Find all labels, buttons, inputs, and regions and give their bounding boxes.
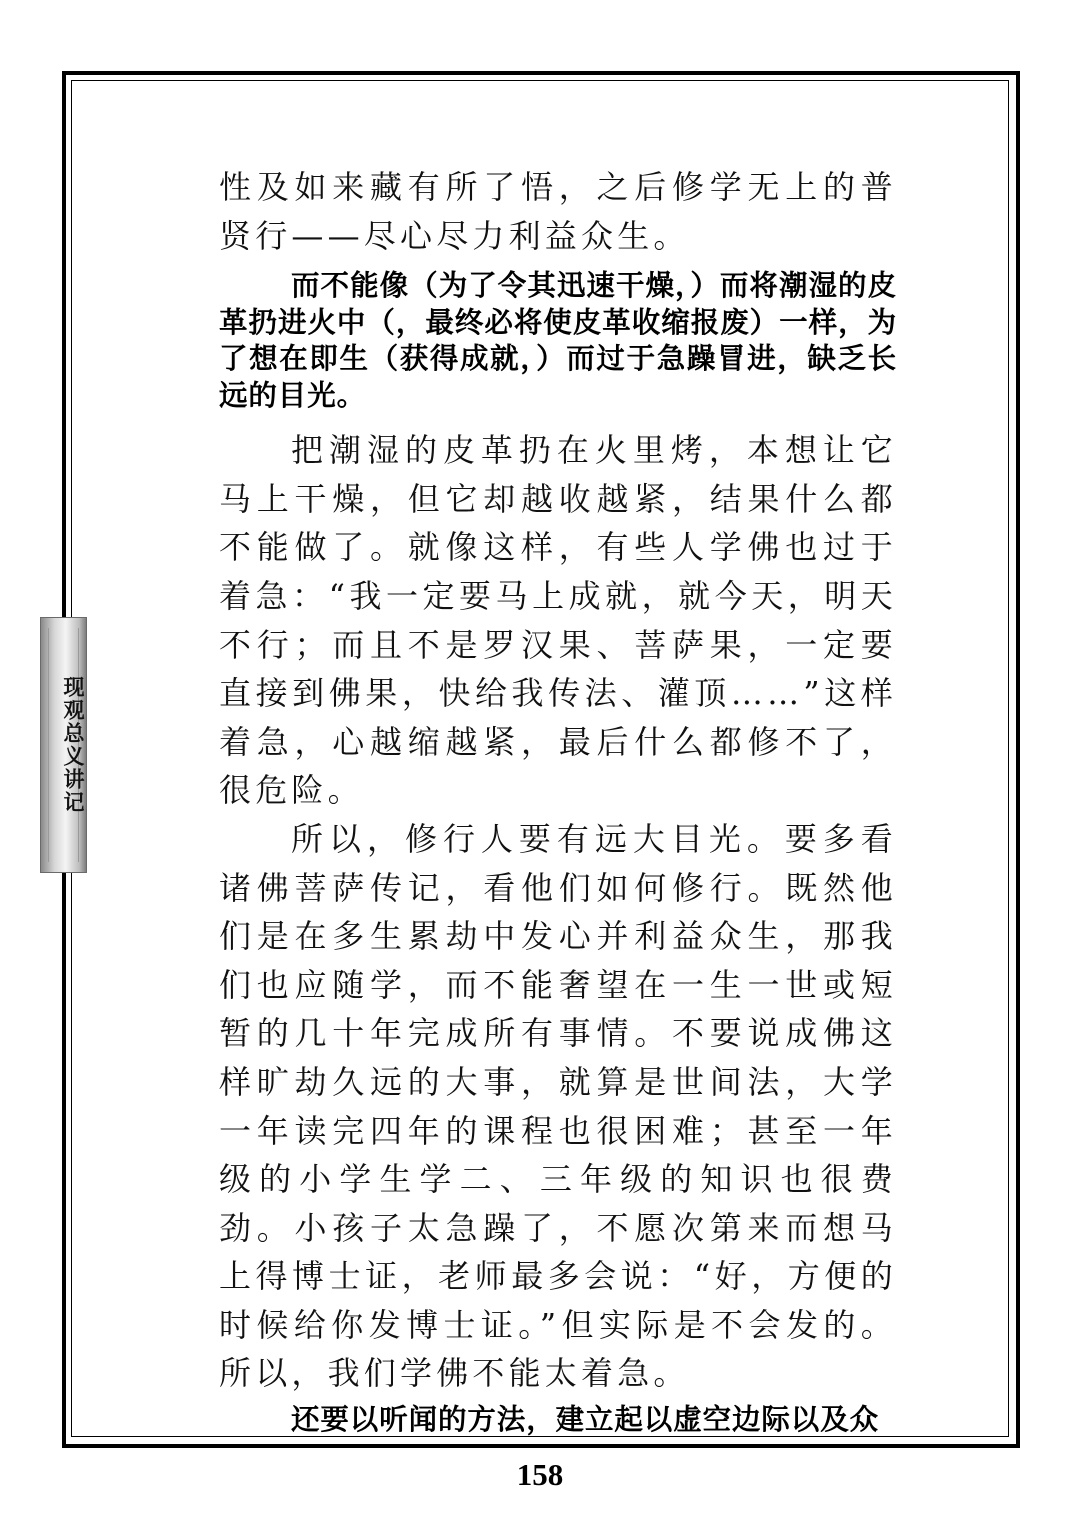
book-title-label: 现观总义讲记 [61,676,86,814]
paragraph-5-bold: 还要以听闻的方法，建立起以虚空边际以及众 [291,1403,880,1437]
paragraph-4: 所以，修行人要有远大目光。要多看诸佛菩萨传记，看他们如何修行。既然他们是在多生累劫中发心并利益众生，那我们也应随学，而不能奢望在一生一世或短暂的几十年完成所有事情。不要说成佛这样旷劫久远的大事，就算是世间法，大学一年读完四年的课程也很困难；甚至一年级的小学生学二、三年级的知识也很费劲。小孩子太急躁了，不愿次第来而想马上得博士证，老师最多会说：“好，方便的时候给你发博士证。”但实际是不会发的。所以，我们学佛不能太着急。 [219,819,897,1393]
paragraph-3: 把潮湿的皮革扔在火里烤，本想让它马上干燥，但它却越收越紧，结果什么都不能做了。就像这样，有些人学佛也过于着急：“我一定要马上成就，就今天，明天不行；而且不是罗汉果、菩萨果，一定要直接到佛果，快给我传法、灌顶……”这样着急，心越缩越紧，最后什么都修不了，很危险。 [219,431,897,810]
page-number: 158 [516,1457,564,1492]
paragraph-1: 性及如来藏有所了悟，之后修学无上的普贤行——尽心尽力利益众生。 [219,168,897,255]
body-text [219,160,897,1439]
paragraph-2-bold: 而不能像（为了令其迅速干燥，）而将潮湿的皮革扔进火中（，最终必将使皮革收缩报废）一样，为了想在即生（获得成就，）而过于急躁冒进，缺乏长远的目光。 [219,269,897,412]
book-title-side-tab [40,617,87,873]
